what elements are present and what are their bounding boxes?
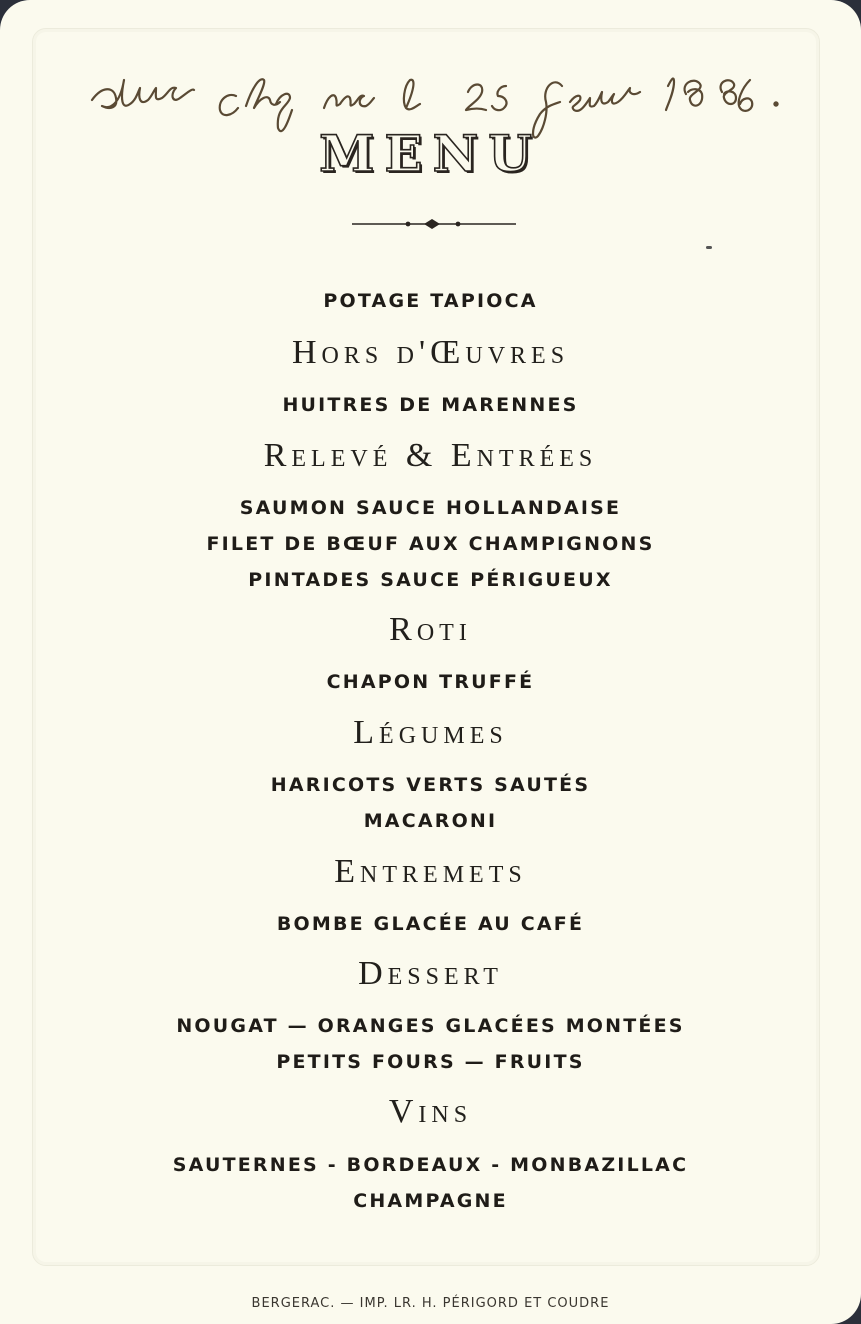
dish-filet-de-boeuf: FILET DE BŒUF AUX CHAMPIGNONS: [206, 533, 655, 555]
dish-saumon: SAUMON SAUCE HOLLANDAISE: [239, 497, 622, 519]
menu-title: MENU: [319, 124, 542, 183]
section-heading-legumes: Légumes: [353, 714, 508, 751]
dish-macaroni: MACARONI: [363, 810, 498, 832]
dish-pintades: PINTADES SAUCE PÉRIGUEUX: [248, 569, 613, 591]
wine-list: SAUTERNES - BORDEAUX - MONBAZILLAC: [172, 1154, 689, 1176]
section-heading-entremets: Entremets: [334, 853, 527, 890]
dish-petits-fours: PETITS FOURS — FRUITS: [276, 1051, 585, 1073]
dish-nougat: NOUGAT — ORANGES GLACÉES MONTÉES: [176, 1015, 685, 1037]
wine-champagne: CHAMPAGNE: [353, 1190, 508, 1212]
dish-haricots: HARICOTS VERTS SAUTÉS: [270, 774, 591, 796]
section-heading-vins: Vins: [388, 1093, 473, 1130]
section-heading-roti: Roti: [389, 611, 472, 648]
dish-chapon: CHAPON TRUFFÉ: [326, 671, 535, 693]
section-heading-releve-entrees: Relevé & Entrées: [263, 437, 598, 474]
dish-potage: POTAGE TAPIOCA: [323, 290, 538, 312]
dish-huitres: HUITRES DE MARENNES: [282, 394, 579, 416]
dish-bombe-glacee: BOMBE GLACÉE AU CAFÉ: [276, 913, 585, 935]
printer-imprint: BERGERAC. — IMP. LR. H. PÉRIGORD ET COUDRE: [251, 1296, 610, 1311]
section-heading-hors-doeuvres: Hors d'Œuvres: [291, 334, 570, 371]
section-heading-dessert: Dessert: [358, 955, 503, 992]
